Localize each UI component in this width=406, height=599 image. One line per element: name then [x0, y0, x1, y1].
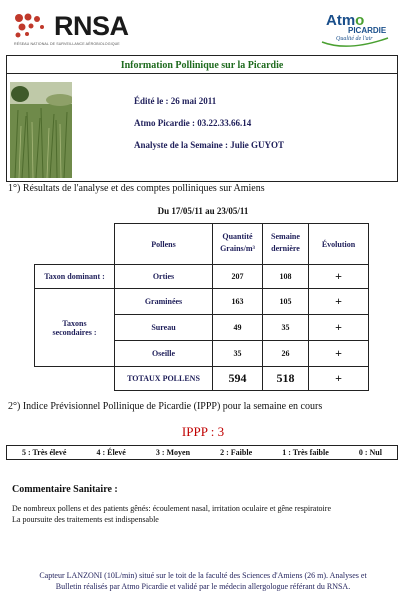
totals-evolution: +	[309, 367, 369, 391]
pollen-table	[34, 223, 369, 391]
rnsa-logo	[14, 10, 150, 50]
section-2-title: 2°) Indice Prévisionnel Pollinique de Picardie (IPPP) pour la semaine en cours	[8, 401, 323, 412]
pollen-evolution: +	[309, 341, 369, 367]
header-quantity: Quantité Grains/m³	[213, 224, 263, 265]
rnsa-dots-icon	[14, 12, 50, 40]
secondary-taxa-label: Taxons secondaires :	[35, 289, 115, 367]
scale-level: 4 : Élevé	[96, 448, 126, 457]
pollen-name: Sureau	[115, 315, 213, 341]
pollen-last-week: 108	[263, 265, 309, 289]
scale-level: 3 : Moyen	[155, 448, 191, 457]
rnsa-subtitle: RÉSEAU NATIONAL DE SURVEILLANCE AÉROBIOLOGIQUE	[14, 42, 120, 46]
edition-date: Édité le : 26 mai 2011	[134, 96, 217, 106]
scale-level: 0 : Nul	[358, 448, 382, 457]
pollen-quantity: 207	[213, 265, 263, 289]
health-comment-line: De nombreux pollens et des patients gênés: écoulement nasal, irritation oculaire et gêne respiratoire	[12, 504, 331, 513]
rnsa-wordmark: RNSA	[54, 11, 129, 41]
table-header-row	[35, 224, 369, 265]
ippp-value: IPPP : 3	[181, 424, 225, 439]
dominant-taxon-label: Taxon dominant :	[35, 265, 115, 289]
pollen-evolution: +	[309, 289, 369, 315]
pollen-last-week: 105	[263, 289, 309, 315]
scale-level: 5 : Très élevé	[22, 448, 67, 457]
atmo-wordmark: Atmo	[326, 12, 365, 29]
ippp-scale	[6, 445, 398, 460]
header-last-week: Semaine dernière	[263, 224, 309, 265]
table-row	[35, 289, 369, 315]
header-pollens: Pollens	[115, 224, 213, 265]
atmo-tagline: Qualité de l'air	[336, 36, 373, 42]
section-1-title: 1°) Résultats de l'analyse et des comptes polliniques sur Amiens	[8, 183, 265, 194]
pollen-name: Orties	[115, 265, 213, 289]
pollen-quantity: 163	[213, 289, 263, 315]
pollen-last-week: 35	[263, 315, 309, 341]
totals-row	[35, 367, 369, 391]
pollen-last-week: 26	[263, 341, 309, 367]
scale-level: 1 : Très faible	[282, 448, 329, 457]
table-row	[35, 265, 369, 289]
scale-level: 2 : Faible	[220, 448, 253, 457]
atmo-phone: Atmo Picardie : 03.22.33.66.14	[134, 118, 252, 128]
totals-label: TOTAUX POLLENS	[115, 367, 213, 391]
weekly-analyst: Analyste de la Semaine : Julie GUYOT	[134, 140, 284, 150]
bulletin-title: Information Pollinique sur la Picardie	[6, 55, 398, 74]
pollen-name: Graminées	[115, 289, 213, 315]
atmo-picardie-logo	[318, 12, 398, 50]
pollen-quantity: 49	[213, 315, 263, 341]
analysis-period: Du 17/05/11 au 23/05/11	[157, 206, 249, 216]
header-evolution: Évolution	[309, 224, 369, 265]
pollen-quantity: 35	[213, 341, 263, 367]
pollen-evolution: +	[309, 265, 369, 289]
grass-photo	[10, 82, 72, 178]
pollen-evolution: +	[309, 315, 369, 341]
footer-note: Capteur LANZONI (10L/min) situé sur le toit de la faculté des Sciences d'Amiens (26 m). Analyses et Bulletin réalisés par Atmo Picardie et validé par le médecin allergologue référant du RNSA.	[39, 571, 367, 591]
health-comment-line: La poursuite des traitements est indispensable	[12, 515, 159, 524]
totals-last-week: 518	[263, 367, 309, 391]
atmo-region: PICARDIE	[348, 26, 387, 35]
totals-quantity: 594	[213, 367, 263, 391]
health-comment-title: Commentaire Sanitaire :	[12, 484, 118, 495]
pollen-name: Oseille	[115, 341, 213, 367]
